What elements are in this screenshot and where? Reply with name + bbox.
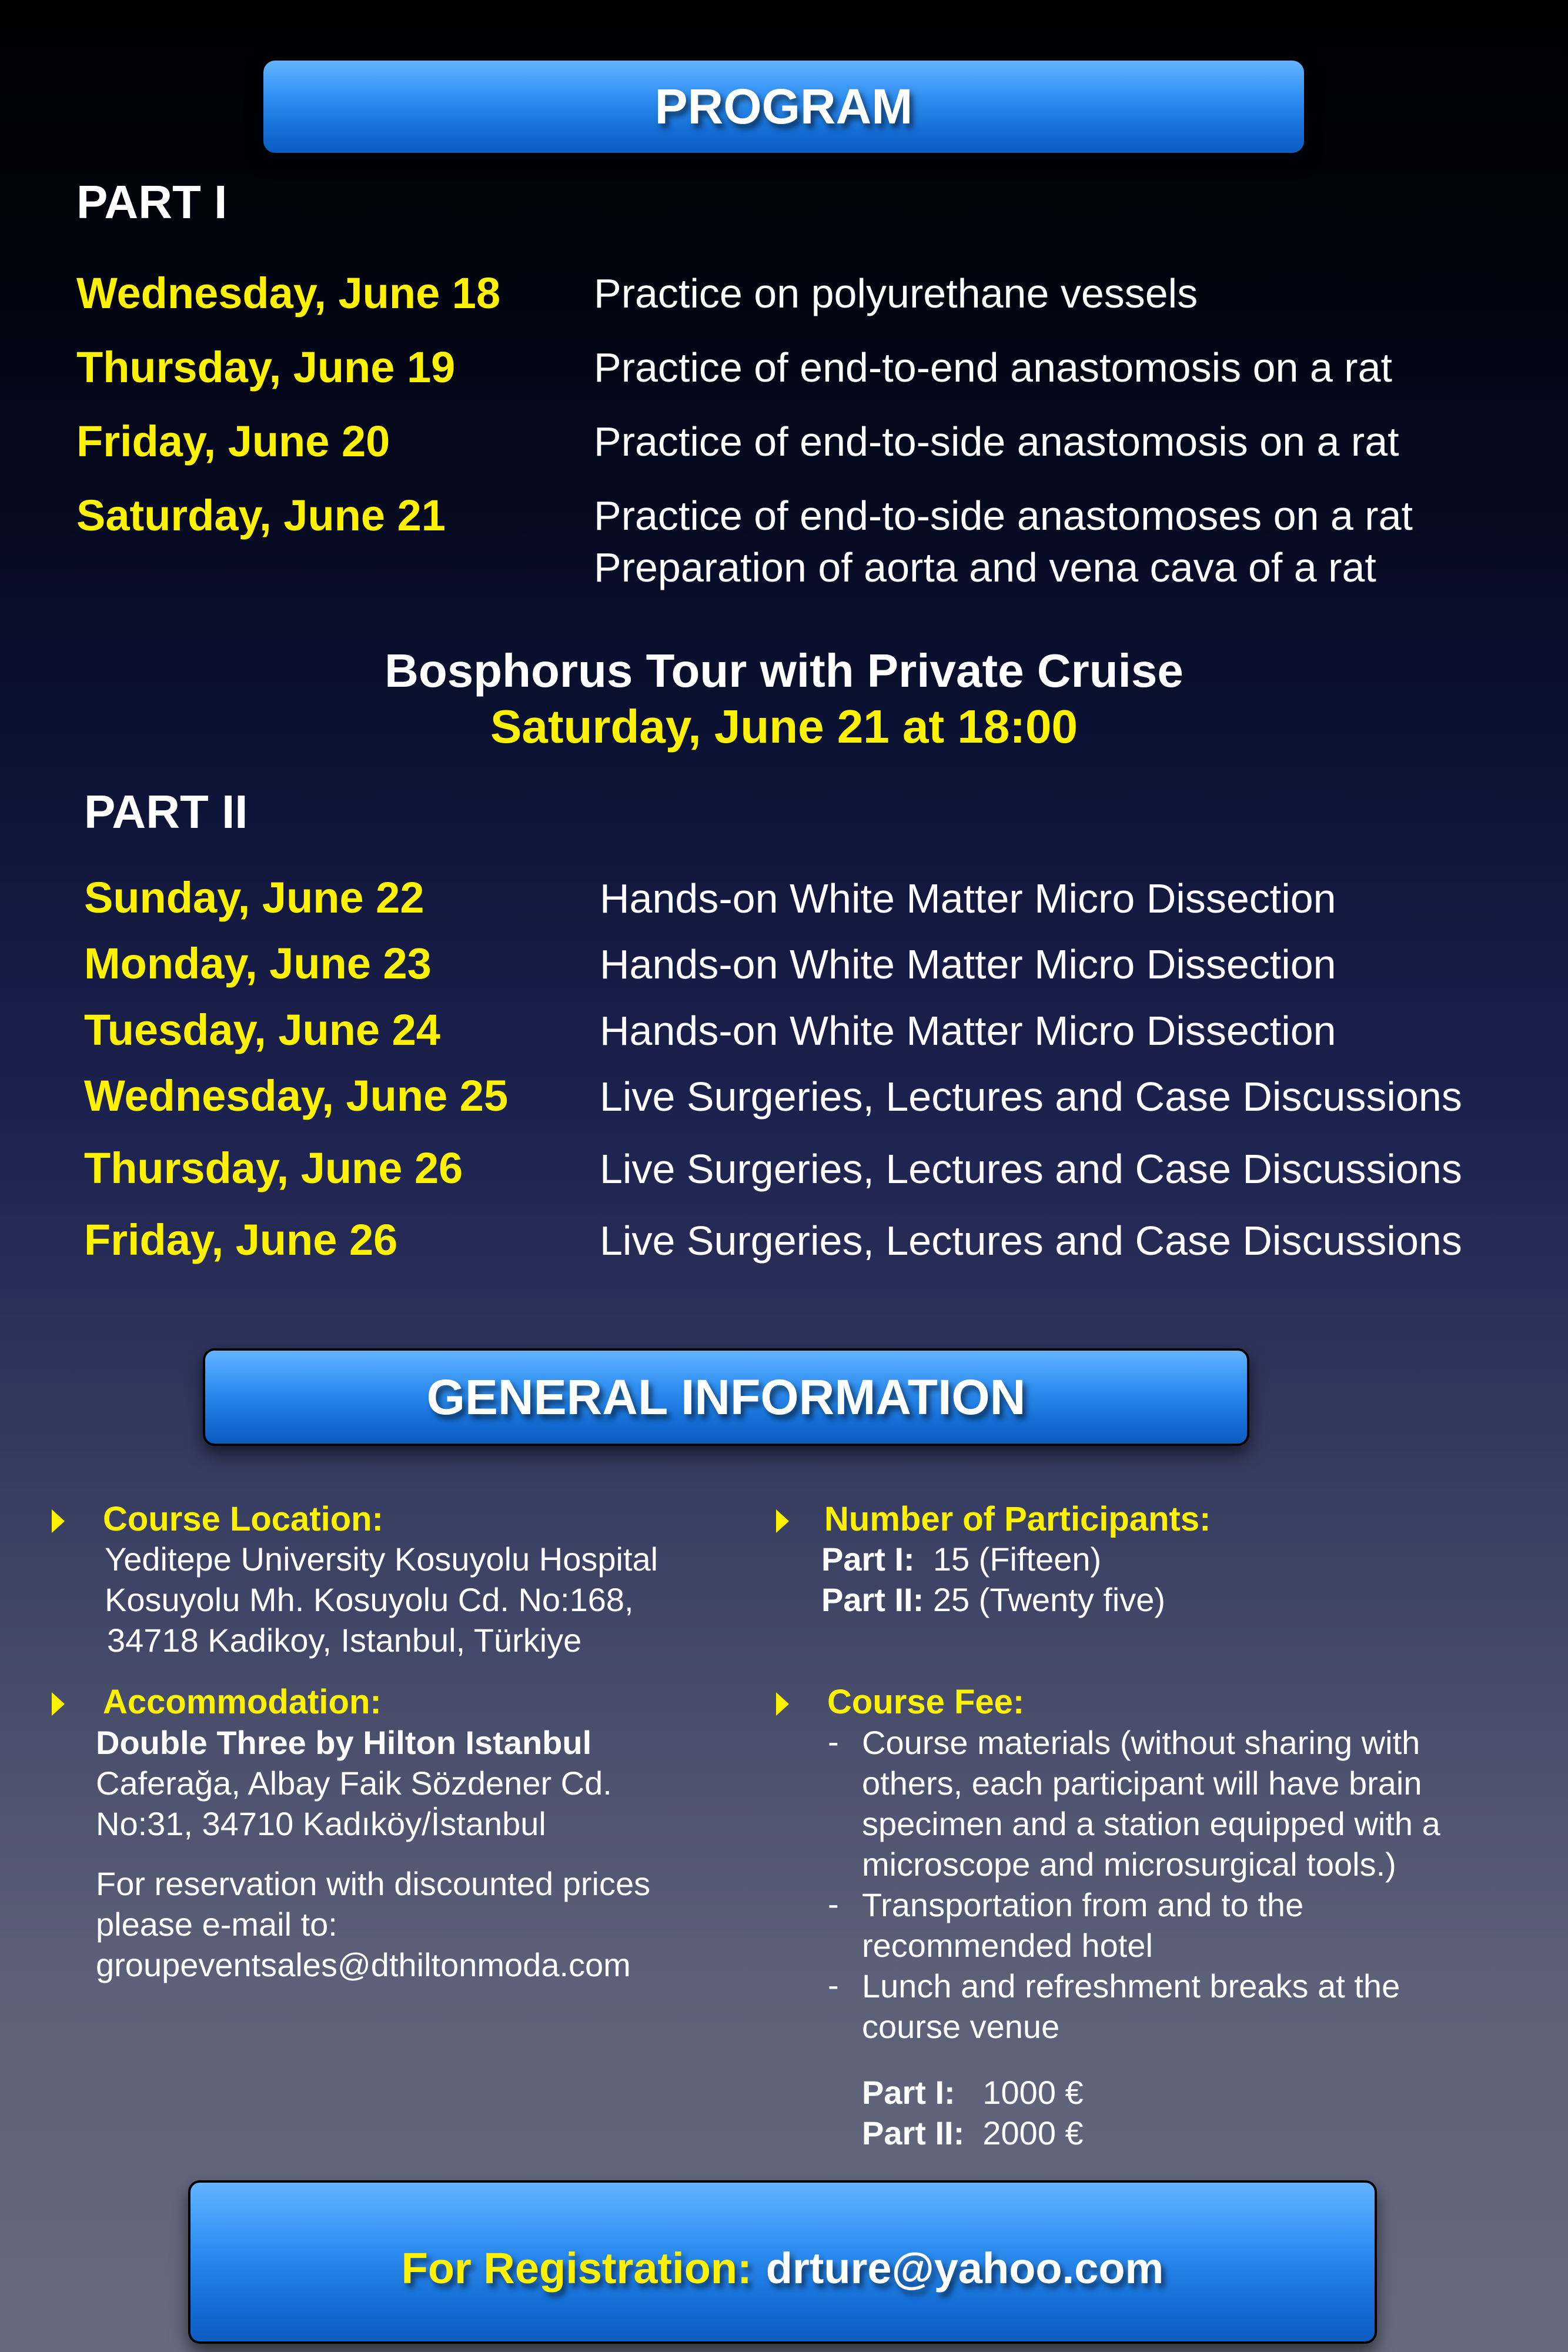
participants-part1-value: 15 (Fifteen): [932, 1541, 1102, 1578]
part2-title: PART II: [84, 786, 248, 838]
reservation-email[interactable]: groupeventsales@dthiltonmoda.com: [96, 1946, 631, 1983]
participants-heading: Number of Participants:: [824, 1500, 1211, 1538]
location-line: 34718 Kadikoy, Istanbul, Türkiye: [107, 1622, 582, 1659]
general-info-banner: [203, 1348, 1249, 1446]
reservation-line: please e-mail to:: [96, 1906, 337, 1943]
fee-item-line: Transportation from and to the: [862, 1886, 1304, 1923]
registration-label: For Registration:: [401, 2243, 752, 2293]
part2-desc: Live Surgeries, Lectures and Case Discussions: [600, 1074, 1462, 1120]
fee-item-line: microscope and microsurgical tools.): [862, 1846, 1396, 1883]
reservation-line: For reservation with discounted prices: [96, 1865, 651, 1902]
hotel-address-line: No:31, 34710 Kadıköy/İstanbul: [96, 1805, 546, 1842]
part2-day: Friday, June 26: [84, 1215, 398, 1264]
accommodation-heading: Accommodation:: [103, 1683, 382, 1721]
part1-title: PART I: [76, 176, 228, 228]
location-line: Kosuyolu Mh. Kosuyolu Cd. No:168,: [105, 1581, 634, 1618]
part1-desc: Practice on polyurethane vessels: [594, 270, 1198, 316]
bullet-arrow-icon: [776, 1692, 789, 1716]
tour-date: Saturday, June 21 at 18:00: [490, 700, 1078, 753]
program-banner-label: PROGRAM: [654, 79, 913, 134]
participants-part2-label: Part II:: [821, 1581, 924, 1618]
participants-part1: [821, 1539, 1101, 1579]
fee-item-line: course venue: [862, 2008, 1060, 2045]
program-banner: [263, 61, 1304, 153]
fee-item-line: Course materials (without sharing with: [862, 1724, 1420, 1761]
tour-title: Bosphorus Tour with Private Cruise: [385, 644, 1183, 697]
fee-bullet-dash: -: [828, 1966, 839, 2003]
bullet-arrow-icon: [52, 1692, 65, 1716]
part2-day: Monday, June 23: [84, 939, 432, 988]
part2-desc: Live Surgeries, Lectures and Case Discussions: [600, 1146, 1462, 1192]
part1-day: Friday, June 20: [76, 417, 390, 466]
fee-part2-label: Part II:: [862, 2114, 965, 2151]
bullet-arrow-icon: [776, 1509, 789, 1533]
part1-day: Thursday, June 19: [76, 343, 456, 392]
part2-desc: Hands-on White Matter Micro Dissection: [600, 1008, 1336, 1054]
part1-desc: Practice of end-to-side anastomosis on a rat: [594, 419, 1399, 465]
part2-day: Thursday, June 26: [84, 1144, 463, 1192]
registration-banner: [188, 2180, 1377, 2344]
fee-part1: [862, 2072, 1084, 2113]
bullet-arrow-icon: [52, 1509, 65, 1533]
location-heading: Course Location:: [103, 1500, 383, 1538]
part1-desc: Practice of end-to-side anastomoses on a rat: [594, 493, 1413, 539]
fee-part1-label: Part I:: [862, 2074, 955, 2111]
part2-desc: Hands-on White Matter Micro Dissection: [600, 941, 1336, 987]
part2-day: Sunday, June 22: [84, 873, 424, 922]
part1-day: Saturday, June 21: [76, 491, 446, 540]
part2-day: Tuesday, June 24: [84, 1005, 440, 1054]
participants-part1-label: Part I:: [821, 1541, 915, 1578]
registration-email[interactable]: drture@yahoo.com: [765, 2243, 1164, 2293]
part1-desc: Practice of end-to-end anastomosis on a rat: [594, 345, 1392, 390]
fee-part2-price: 2000 €: [982, 2114, 1084, 2151]
fee-part2: [862, 2113, 1084, 2153]
location-line: Yeditepe University Kosuyolu Hospital: [105, 1541, 658, 1578]
part2-desc: Live Surgeries, Lectures and Case Discussions: [600, 1218, 1462, 1264]
participants-part2: [821, 1579, 1165, 1620]
fee-item-line: recommended hotel: [862, 1927, 1153, 1964]
fee-part1-price: 1000 €: [982, 2074, 1084, 2111]
fee-heading: Course Fee:: [827, 1683, 1025, 1721]
fee-item-line: Lunch and refreshment breaks at the: [862, 1967, 1400, 2004]
hotel-address-line: Caferağa, Albay Faik Sözdener Cd.: [96, 1765, 612, 1802]
fee-item-line: specimen and a station equipped with a: [862, 1805, 1440, 1842]
fee-item-line: others, each participant will have brain: [862, 1765, 1422, 1802]
part2-desc: Hands-on White Matter Micro Dissection: [600, 876, 1336, 921]
participants-part2-value: 25 (Twenty five): [932, 1581, 1166, 1618]
fee-bullet-dash: -: [828, 1885, 839, 1922]
fee-bullet-dash: -: [828, 1723, 839, 1760]
general-info-banner-label: GENERAL INFORMATION: [426, 1369, 1026, 1425]
part1-desc-line2: Preparation of aorta and vena cava of a rat: [594, 544, 1376, 590]
part2-day: Wednesday, June 25: [84, 1071, 509, 1120]
hotel-name: Double Three by Hilton Istanbul: [96, 1724, 592, 1761]
part1-day: Wednesday, June 18: [76, 269, 501, 318]
